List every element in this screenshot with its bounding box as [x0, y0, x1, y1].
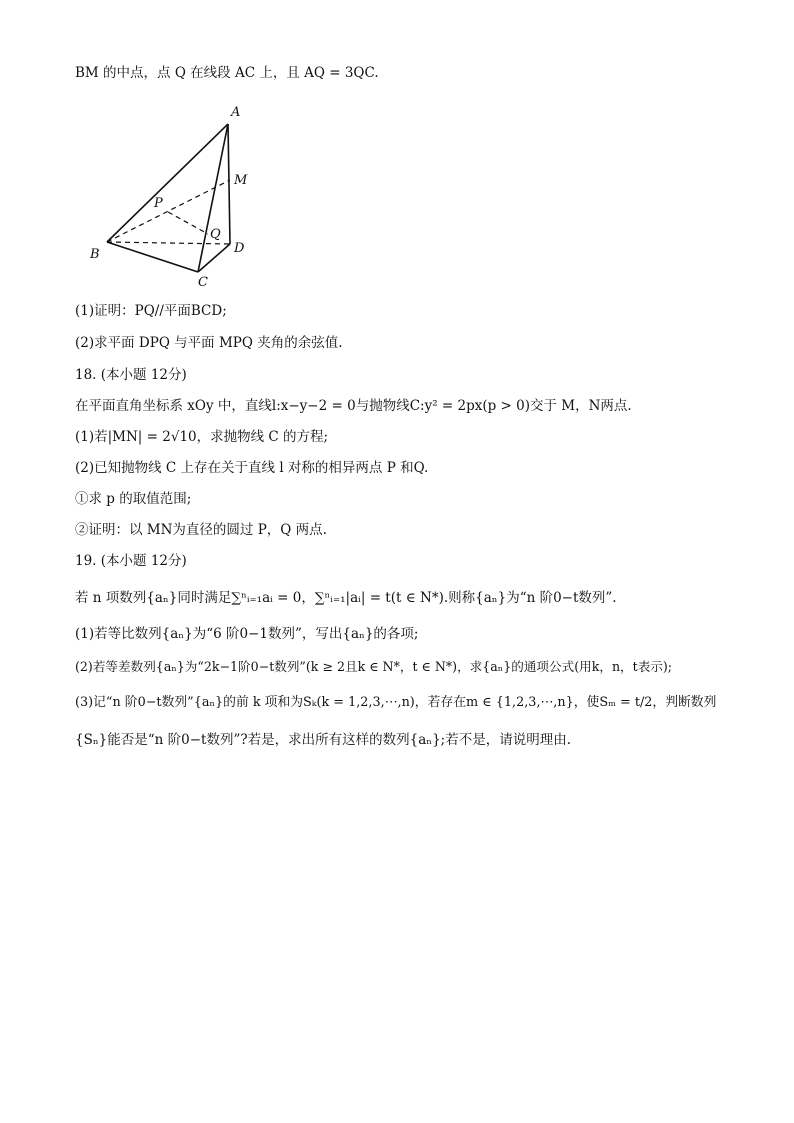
label-P: P — [154, 196, 163, 211]
q18-sub2: ②证明：以 MN为直径的圆过 P，Q 两点. — [75, 522, 327, 538]
q17-part2: (2)求平面 DPQ 与平面 MPQ 夹角的余弦值. — [75, 335, 343, 351]
q18-stem: 在平面直角坐标系 xOy 中，直线l:x−y−2 = 0与抛物线C:y² = 2px(p > 0)交于 M，N两点. — [75, 398, 632, 414]
tetrahedron-diagram — [80, 100, 270, 290]
edge-BD-dashed — [107, 242, 230, 244]
label-A: A — [231, 105, 241, 120]
q19-part1: (1)若等比数列{aₙ}为“6 阶0−1数列”，写出{aₙ}的各项; — [75, 626, 419, 642]
q19-part3: (3)记“n 阶0−t数列”{aₙ}的前 k 项和为Sₖ(k = 1,2,3,⋯,n)，若存在m ∈ {1,2,3,⋯,n}，使Sₘ = t/2，判断数列 — [75, 695, 717, 710]
q17-stem-continuation: BM 的中点，点 Q 在线段 AC 上，且 AQ = 3QC. — [75, 65, 379, 81]
q18-sub1: ①求 p 的取值范围; — [75, 491, 192, 507]
tetrahedron-figure — [80, 100, 270, 290]
q18-heading: 18. (本小题 12分) — [75, 367, 187, 383]
q19-heading: 19. (本小题 12分) — [75, 553, 187, 569]
edge-AB — [107, 124, 228, 242]
edge-BC — [107, 242, 198, 272]
q19-part2: (2)若等差数列{aₙ}为“2k−1阶0−t数列”(k ≥ 2且k ∈ N*，t ∈ N*)，求{aₙ}的通项公式(用k，n，t表示); — [75, 659, 673, 674]
edge-AD — [228, 124, 230, 244]
label-C: C — [198, 275, 208, 290]
q18-part2: (2)已知抛物线 C 上存在关于直线 l 对称的相异两点 P 和Q. — [75, 460, 429, 476]
label-Q: Q — [210, 227, 221, 242]
q17-part1: (1)证明：PQ//平面BCD; — [75, 303, 227, 319]
q19-part3-continuation: {Sₙ}能否是“n 阶0−t数列”?若是，求出所有这样的数列{aₙ};若不是，请说明理由. — [75, 732, 572, 748]
segment-PQ-dashed — [168, 212, 208, 234]
label-D: D — [234, 241, 245, 256]
label-M: M — [234, 173, 248, 188]
label-B: B — [90, 247, 100, 262]
q18-part1: (1)若|MN| = 2√10，求抛物线 C 的方程; — [75, 429, 329, 445]
q19-stem: 若 n 项数列{aₙ}同时满足∑ⁿᵢ₌₁aᵢ = 0，∑ⁿᵢ₌₁|aᵢ| = t(t ∈ N*).则称{aₙ}为“n 阶0−t数列”. — [75, 590, 617, 606]
